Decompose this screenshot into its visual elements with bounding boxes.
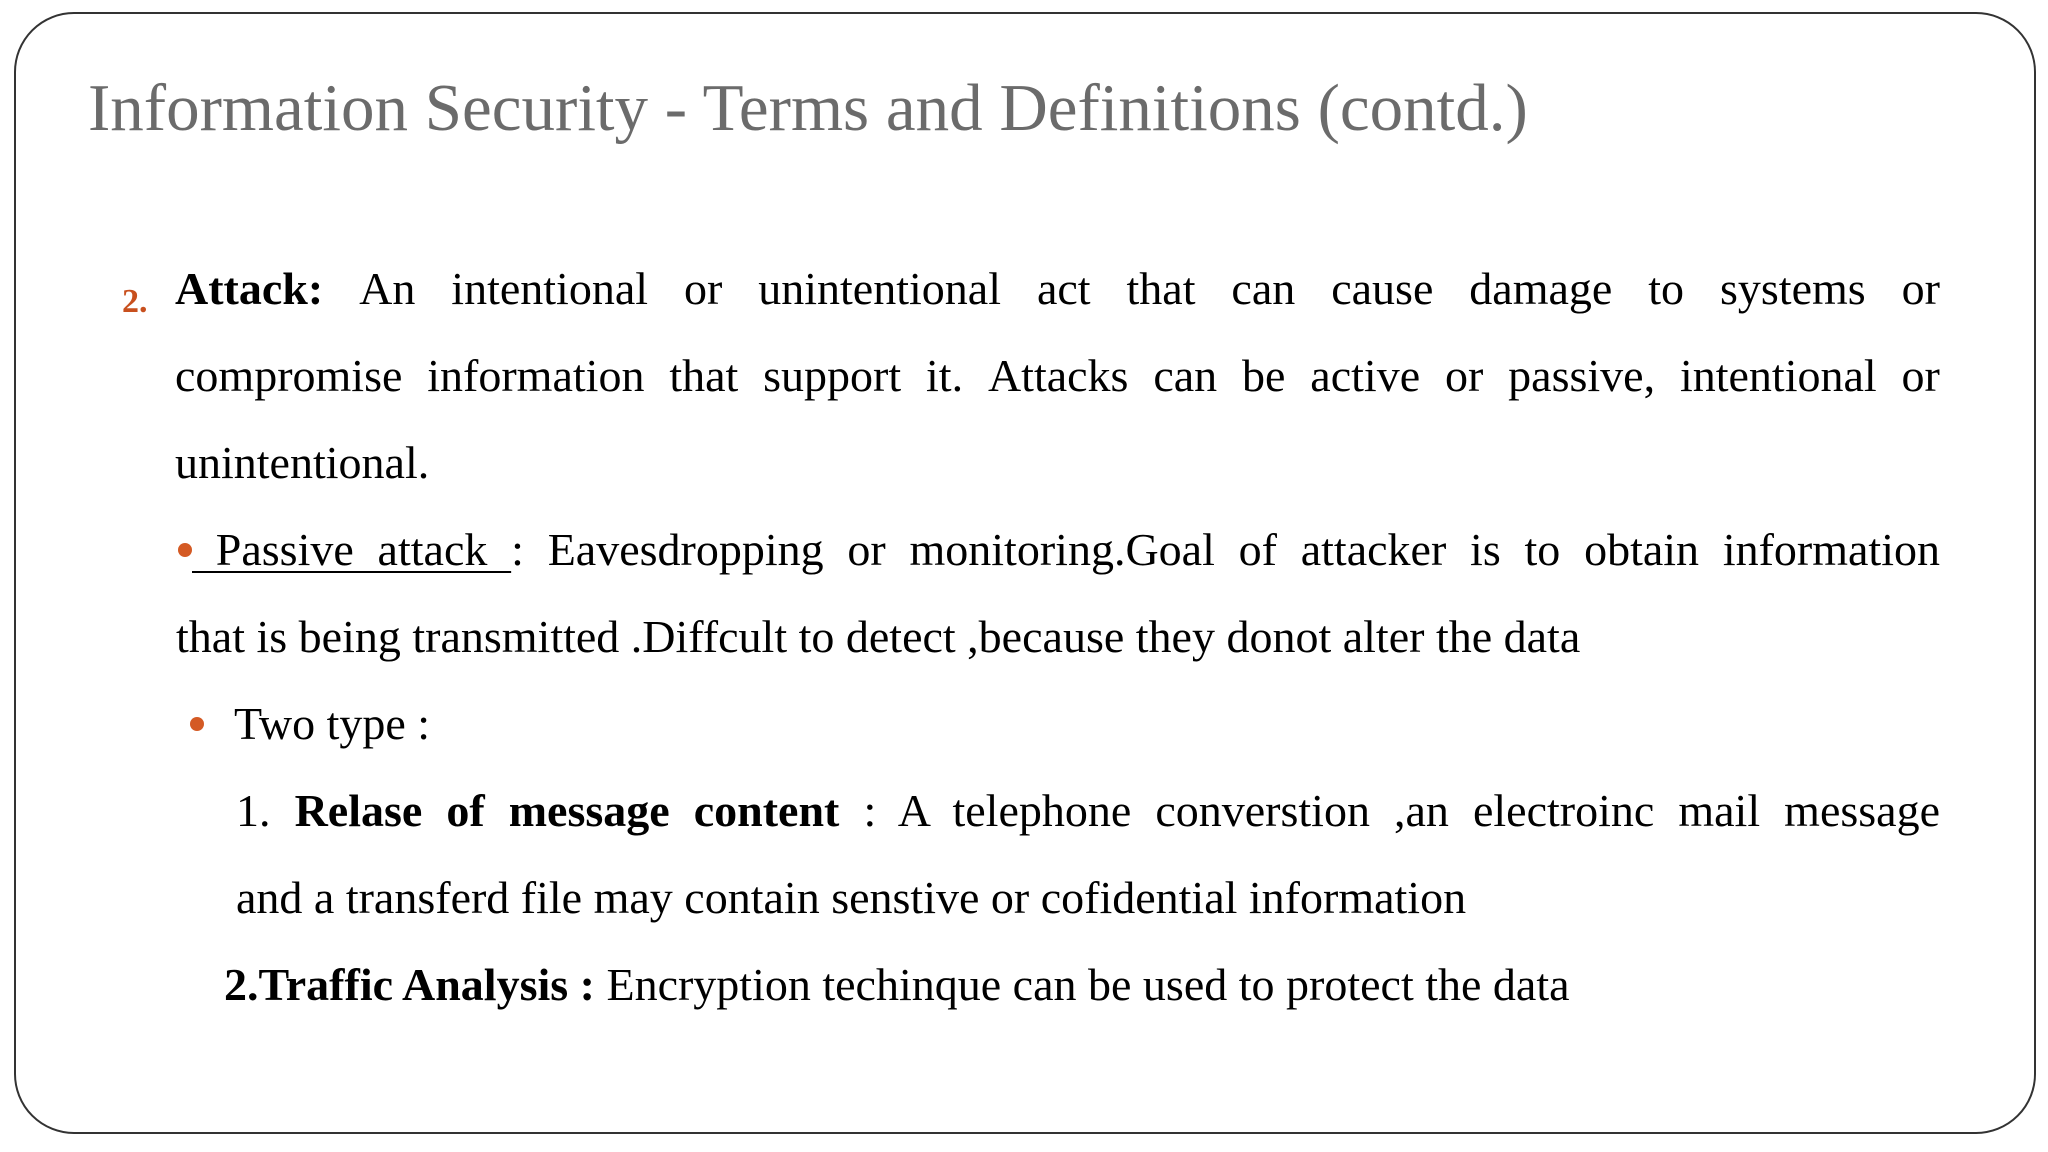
item2-number: 2. [122,283,148,320]
attack-l1-word: systems [1719,263,1866,314]
attack-l2-word: or [1444,350,1484,401]
type1-line-2: and a transferd file may contain senstive or cofidential information [236,872,1467,923]
slide-title: Information Security - Terms and Definitions (contd.) [88,71,1528,145]
attack-l2-word: Attacks [987,350,1129,401]
attack-l2-word: be [1242,350,1286,401]
bullet-icon [190,717,204,731]
attack-l1-word: to [1648,263,1685,314]
attack-l2-word: can [1153,350,1218,401]
attack-l2-word: active [1310,350,1421,401]
attack-l1-word: that [1126,263,1196,314]
two-type-line [190,698,431,749]
passive-attack-line-2: that is being transmitted .Diffcult to detect ,because they donot alter the data [176,611,1581,662]
type2-desc: Encryption techinque can be used to protect the data [594,959,1570,1010]
attack-line-1 [175,263,1940,314]
attack-l2-word: passive, [1508,350,1656,401]
attack-line-3: unintentional. [175,437,430,488]
attack-l1-word: act [1036,263,1091,314]
attack-l1-word: or [683,263,723,314]
attack-l1-word: damage [1469,263,1613,314]
type2-term: 2.Traffic Analysis : [224,959,595,1010]
attack-line-2 [175,350,1940,401]
type2-line [224,959,1570,1010]
attack-l1-word: intentional [451,263,649,314]
attack-l1-word: cause [1331,263,1434,314]
attack-l1-word: can [1231,263,1296,314]
passive-attack-label: Passive attack [192,524,512,575]
attack-l2-word: intentional [1679,350,1877,401]
attack-l1-word: An [359,263,416,314]
attack-l2-word: support [763,350,902,401]
type1-number: 1. [236,785,271,836]
passive-attack-line-1 [178,524,1940,575]
two-type-label: Two type : [234,698,431,749]
attack-l1-word: unintentional [758,263,1001,314]
attack-l2-word: compromise [175,350,403,401]
attack-l2-word: that [669,350,739,401]
type1-desc: : A telephone converstion ,an electroinc mail message [863,785,1941,836]
attack-l2-word: it. [926,350,964,401]
type1-line-1 [236,785,1941,836]
attack-l1-word: or [1901,263,1940,314]
attack-l2-word: information [427,350,645,401]
attack-term: Attack: [175,263,324,314]
type1-term: Relase of message content [294,785,840,836]
bullet-icon [178,543,192,557]
passive-attack-desc: : Eavesdropping or monitoring.Goal of attacker is to obtain information [511,524,1940,575]
attack-l2-word: or [1901,350,1940,401]
